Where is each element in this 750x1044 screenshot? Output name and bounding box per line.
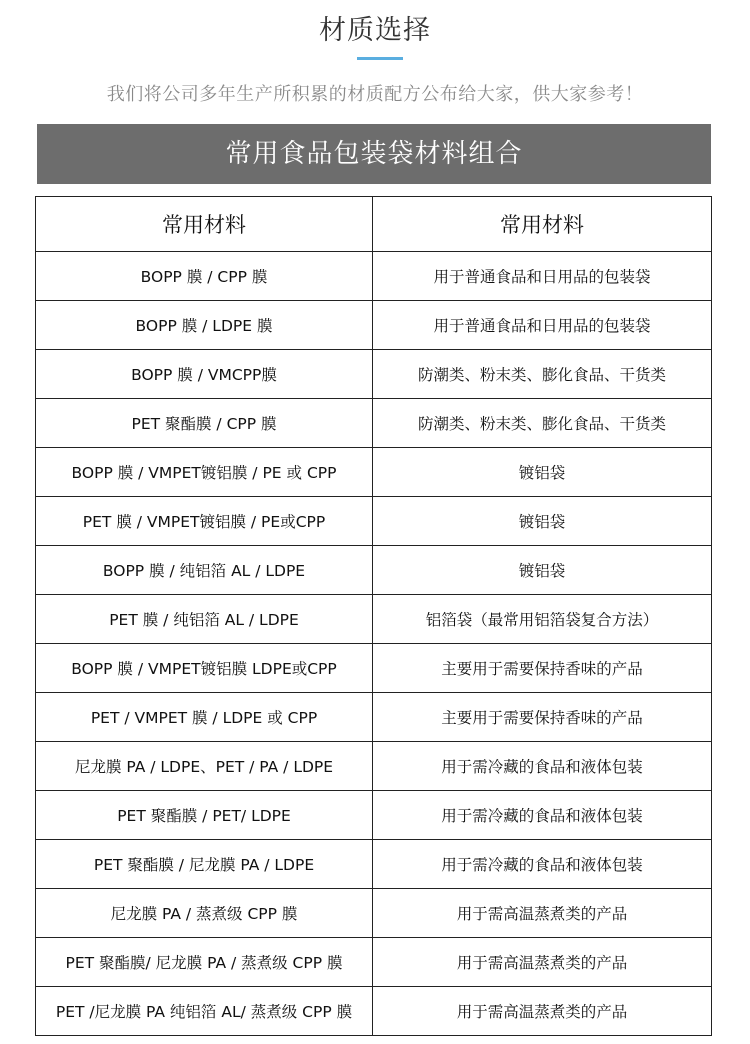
table-row [36, 889, 712, 938]
usage-cell: 镀铝袋 [373, 546, 712, 595]
page-subtitle: 我们将公司多年生产所积累的材质配方公布给大家，供大家参考！ [106, 84, 644, 105]
material-cell: PET 聚酯膜/ 尼龙膜 PA / 蒸煮级 CPP 膜 [36, 938, 373, 987]
usage-cell: 用于普通食品和日用品的包装袋 [373, 252, 712, 301]
table-row [36, 791, 712, 840]
usage-cell: 用于需高温蒸煮类的产品 [373, 889, 712, 938]
usage-cell: 防潮类、粉末类、膨化食品、干货类 [373, 350, 712, 399]
material-cell: BOPP 膜 / VMCPP膜 [36, 350, 373, 399]
usage-cell: 镀铝袋 [373, 448, 712, 497]
table-row [36, 497, 712, 546]
material-cell: PET 聚酯膜 / PET/ LDPE [36, 791, 373, 840]
material-cell: PET / VMPET 膜 / LDPE 或 CPP [36, 693, 373, 742]
usage-cell: 镀铝袋 [373, 497, 712, 546]
usage-cell: 用于需冷藏的食品和液体包装 [373, 742, 712, 791]
material-cell: PET /尼龙膜 PA 纯铝箔 AL/ 蒸煮级 CPP 膜 [36, 987, 373, 1036]
usage-cell: 主要用于需要保持香味的产品 [373, 644, 712, 693]
table-header-row [36, 197, 712, 252]
material-cell: BOPP 膜 / VMPET镀铝膜 / PE 或 CPP [36, 448, 373, 497]
material-cell: BOPP 膜 / LDPE 膜 [36, 301, 373, 350]
materials-table [35, 196, 712, 1036]
usage-cell: 用于需冷藏的食品和液体包装 [373, 840, 712, 889]
table-row [36, 644, 712, 693]
material-cell: BOPP 膜 / VMPET镀铝膜 LDPE或CPP [36, 644, 373, 693]
usage-cell: 用于普通食品和日用品的包装袋 [373, 301, 712, 350]
usage-cell: 铝箔袋（最常用铝箔袋复合方法） [373, 595, 712, 644]
table-row [36, 448, 712, 497]
usage-cell: 用于需高温蒸煮类的产品 [373, 987, 712, 1036]
title-underline [357, 57, 403, 60]
table-row [36, 252, 712, 301]
table-row [36, 546, 712, 595]
material-cell: BOPP 膜 / 纯铝箔 AL / LDPE [36, 546, 373, 595]
material-cell: 尼龙膜 PA / LDPE、PET / PA / LDPE [36, 742, 373, 791]
table-row [36, 840, 712, 889]
usage-cell: 用于需冷藏的食品和液体包装 [373, 791, 712, 840]
material-cell: BOPP 膜 / CPP 膜 [36, 252, 373, 301]
usage-cell: 用于需高温蒸煮类的产品 [373, 938, 712, 987]
table-row [36, 938, 712, 987]
material-cell: PET 膜 / VMPET镀铝膜 / PE或CPP [36, 497, 373, 546]
material-cell: PET 聚酯膜 / CPP 膜 [36, 399, 373, 448]
section-banner: 常用食品包装袋材料组合 [37, 124, 711, 184]
material-cell: PET 聚酯膜 / 尼龙膜 PA / LDPE [36, 840, 373, 889]
material-cell: 尼龙膜 PA / 蒸煮级 CPP 膜 [36, 889, 373, 938]
usage-cell: 主要用于需要保持香味的产品 [373, 693, 712, 742]
material-cell: PET 膜 / 纯铝箔 AL / LDPE [36, 595, 373, 644]
page-title: 材质选择 [319, 15, 431, 46]
table-row [36, 742, 712, 791]
table-row [36, 301, 712, 350]
header-cell-materials: 常用材料 [36, 197, 373, 252]
table-row [36, 693, 712, 742]
table-row [36, 987, 712, 1036]
usage-cell: 防潮类、粉末类、膨化食品、干货类 [373, 399, 712, 448]
table-row [36, 399, 712, 448]
table-row [36, 350, 712, 399]
header-cell-usage: 常用材料 [373, 197, 712, 252]
table-row [36, 595, 712, 644]
